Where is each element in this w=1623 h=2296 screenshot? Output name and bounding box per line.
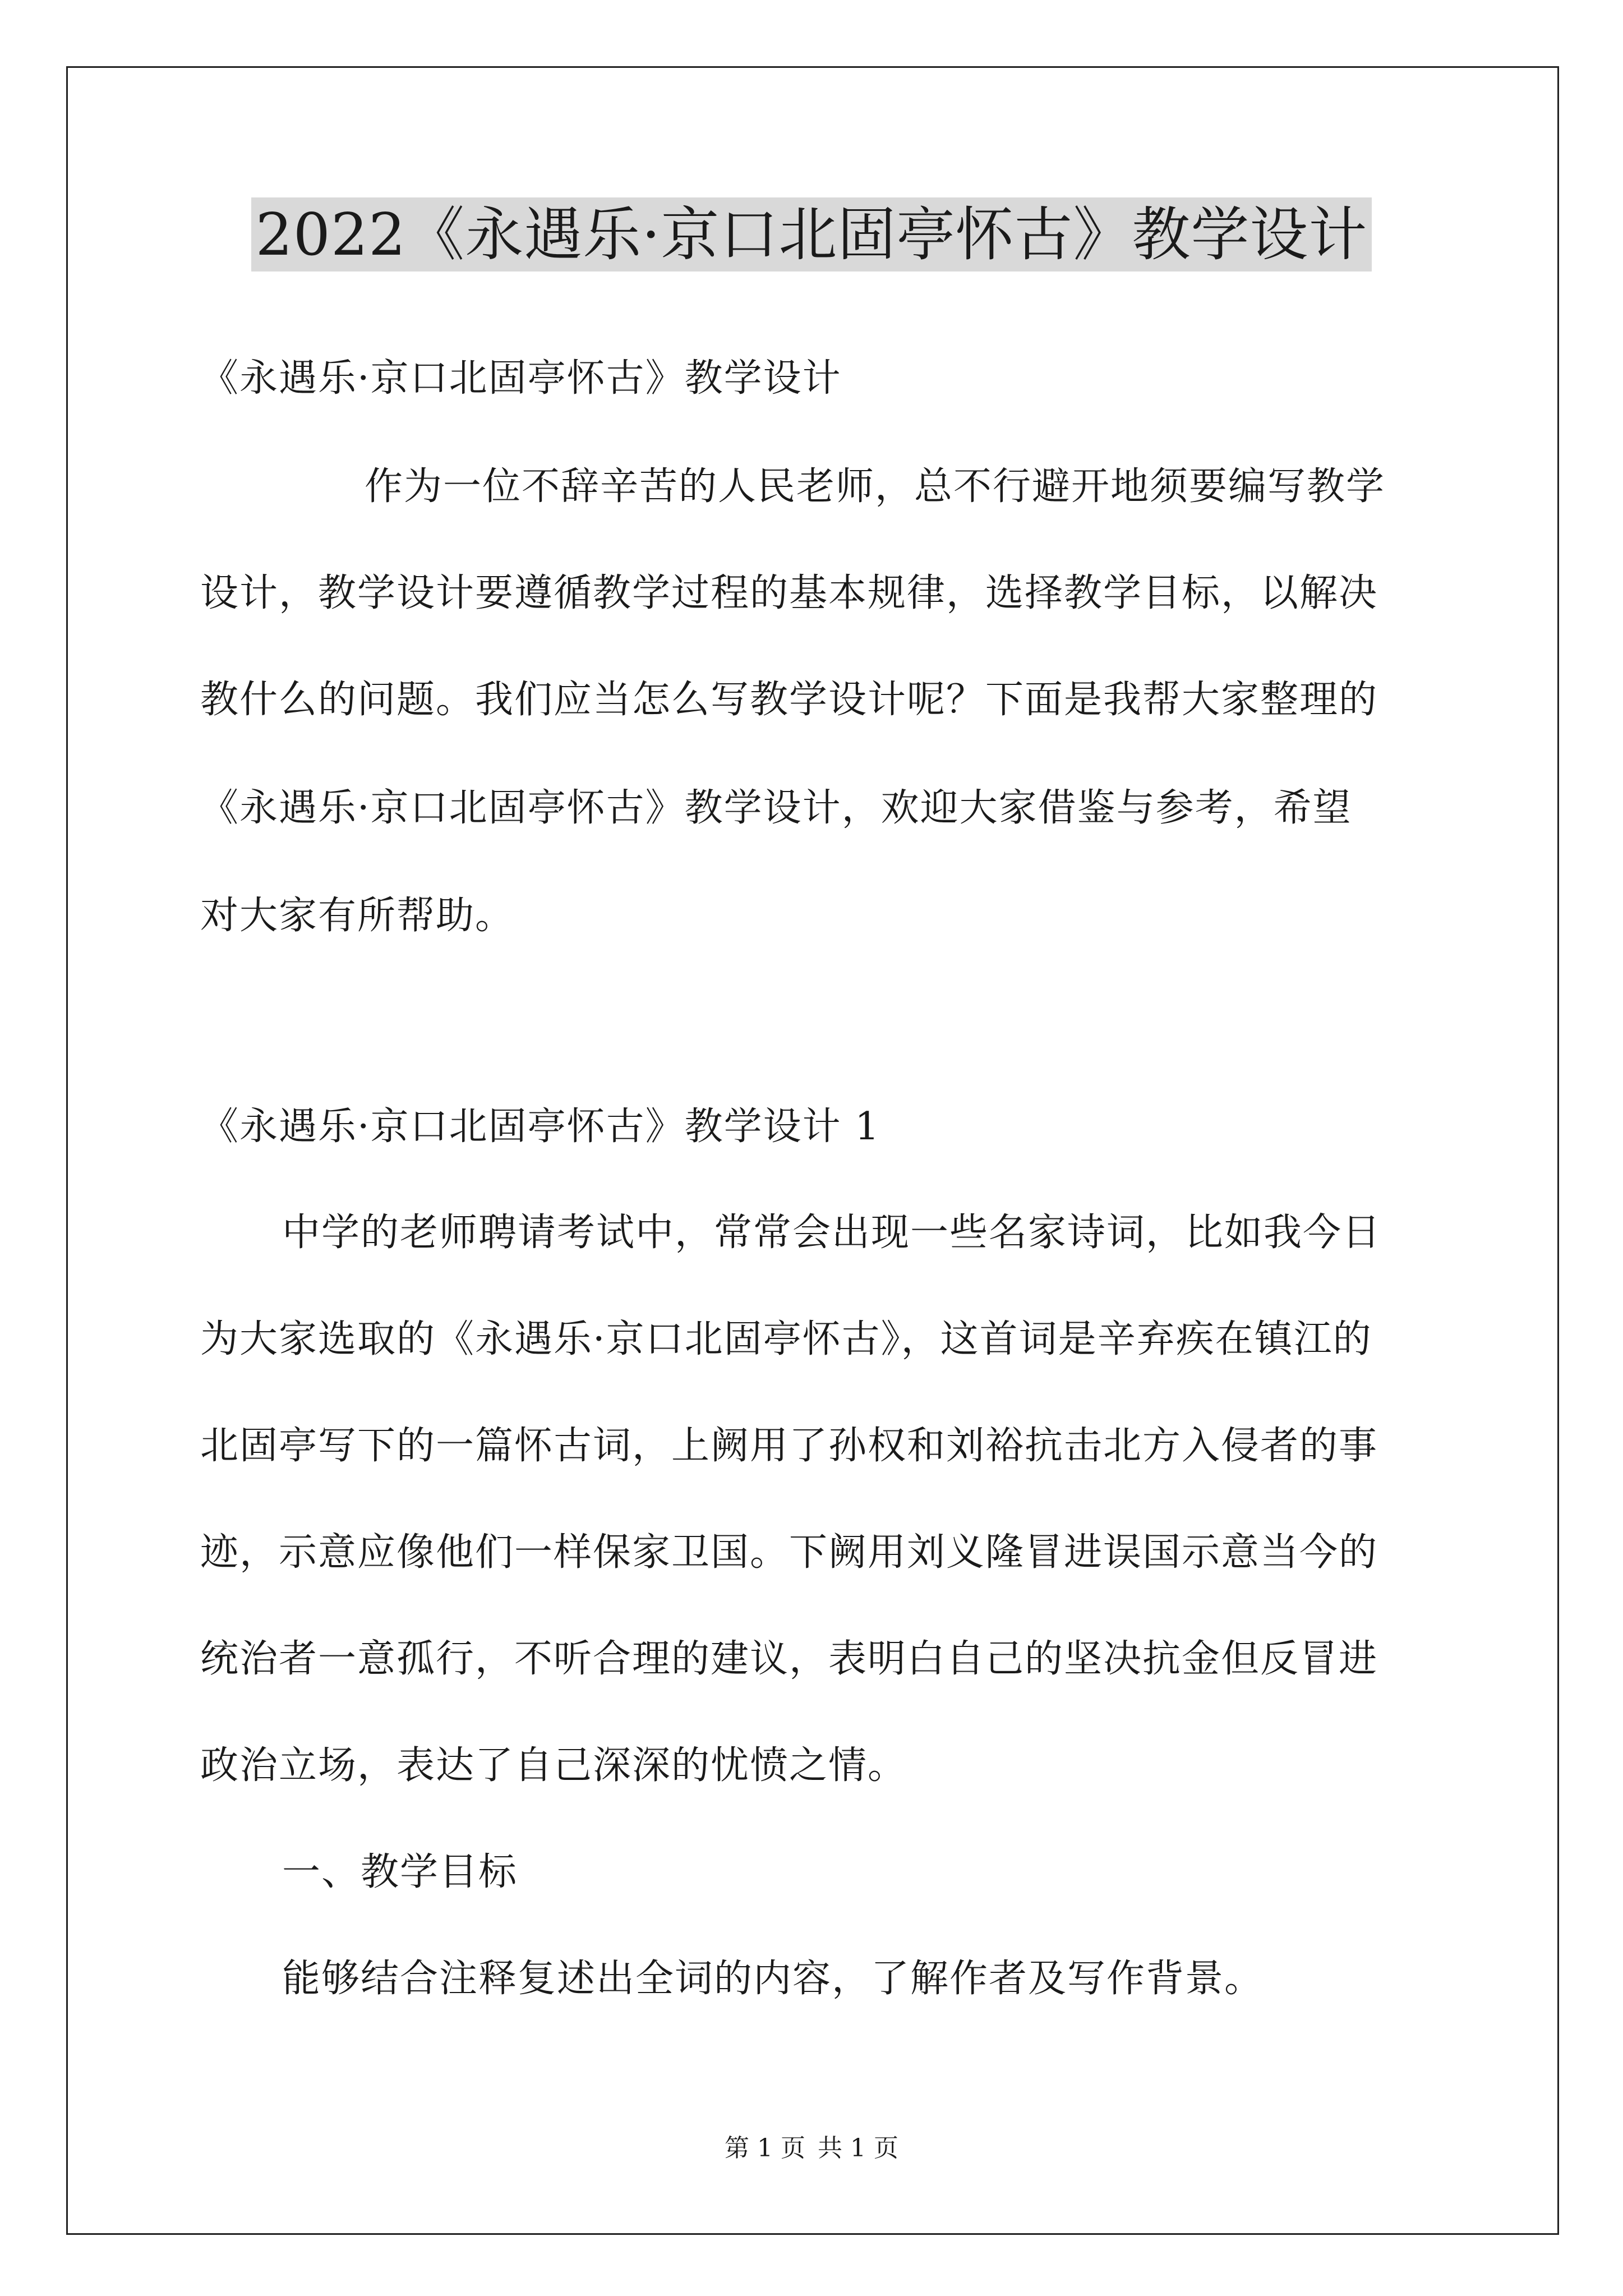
section-line-4: 迹，示意应像他们一样保家卫国。下阙用刘义隆冒进误国示意当今的 (200, 1530, 1378, 1575)
heading-teaching-goal: 一、教学目标 (282, 1850, 518, 1894)
title-container (0, 197, 1623, 272)
section-line-5: 统治者一意孤行，不听合理的建议，表明白自己的坚决抗金但反冒进 (200, 1637, 1378, 1681)
goal-text: 能够结合注释复述出全词的内容，了解作者及写作背景。 (282, 1957, 1264, 2001)
page-number: 第 1 页 (725, 2134, 805, 2162)
page-total: 共 1 页 (818, 2134, 898, 2162)
intro-line-1: 作为一位不辞辛苦的人民老师，总不行避开地须要编写教学 (365, 464, 1386, 509)
section-line-2: 为大家选取的《永遇乐·京口北固亭怀古》，这首词是辛弃疾在镇江的 (200, 1317, 1372, 1361)
section-line-3: 北固亭写下的一篇怀古词，上阙用了孙权和刘裕抗击北方入侵者的事 (200, 1424, 1378, 1468)
section-line-1: 中学的老师聘请考试中，常常会出现一些名家诗词，比如我今日 (282, 1211, 1382, 1255)
page-footer (0, 2132, 1623, 2165)
intro-line-4: 《永遇乐·京口北固亭怀古》教学设计，欢迎大家借鉴与参考，希望 (200, 786, 1352, 830)
document-title: 2022《永遇乐·京口北固亭怀古》教学设计 (251, 197, 1372, 272)
section-title: 《永遇乐·京口北固亭怀古》教学设计 1 (200, 1105, 880, 1149)
intro-line-5: 对大家有所帮助。 (200, 894, 515, 938)
intro-line-2: 设计，教学设计要遵循教学过程的基本规律，选择教学目标，以解决 (200, 571, 1378, 615)
intro-line-3: 教什么的问题。我们应当怎么写教学设计呢？下面是我帮大家整理的 (200, 678, 1378, 722)
section-line-6: 政治立场，表达了自己深深的忧愤之情。 (200, 1743, 907, 1788)
document-subtitle: 《永遇乐·京口北固亭怀古》教学设计 (200, 356, 842, 401)
